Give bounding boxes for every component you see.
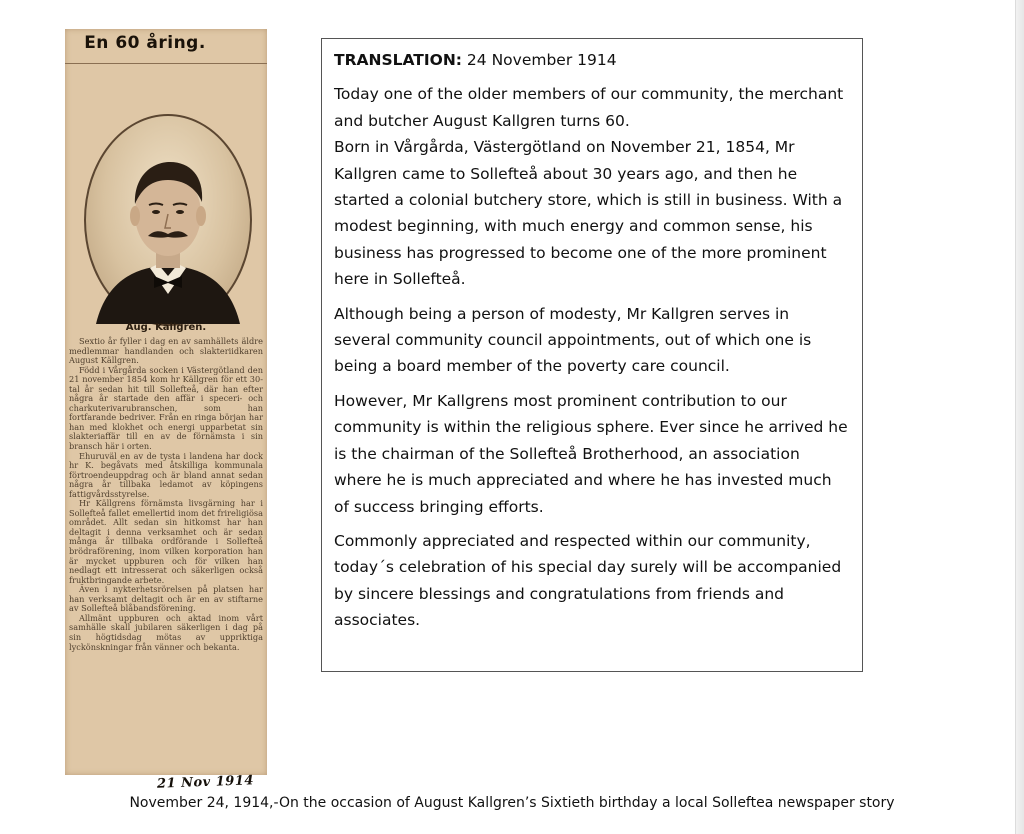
clipping-paragraph: Allmänt uppburen och aktad inom vårt samhälle skall jubilaren säkerligen i dag på sin högtidsdag mötas av uppriktiga lyckönskningar från vänner och bekanta. xyxy=(69,612,263,652)
clipping-divider xyxy=(65,63,267,64)
newspaper-clipping xyxy=(65,29,267,792)
footer-caption: November 24, 1914,-On the occasion of August Kallgren’s Sixtieth birthday a local Solleftea newspaper story xyxy=(129,795,895,811)
page-edge xyxy=(1015,0,1024,834)
portrait-photo xyxy=(84,114,252,326)
translation-label: TRANSLATION: xyxy=(334,51,462,69)
handwritten-date: 21 Nov 1914 xyxy=(156,773,255,792)
translation-paragraph: Today one of the older members of our community, the merchant and butcher August Kallgren turns 60. xyxy=(334,85,844,130)
clipping-paragraph: Ehuruväl en av de tysta i landena har dock hr K. begåvats med åtskilliga kommunala förtroendeuppdrag och är bland annat sedan några år tillbaka ledamot av köpingens fattigvårdsstyrelse. xyxy=(69,450,263,499)
clipping-paragraph: Född i Vårgårda socken i Västergötland den 21 november 1854 kom hr Källgren för ett 30-tal år sedan hit till Sollefteå, där han efter några år startade den affär i speceri- och charkuterivarubranschen, som han fortfarande bedriver. Från en ringa början har han med klokhet och energi upparbetat sin slakteriaffär till en av de förnämsta i sin bransch här i orten. xyxy=(69,364,263,452)
clipping-paragraph: Sextio år fyller i dag en av samhällets äldre medlemmar handlanden och slakteriidkaren August Källgren. xyxy=(69,336,263,366)
translation-paragraph: Commonly appreciated and respected within our community, today´s celebration of his special day surely will be accompanied by sincere blessings and congratulations from friends and associates. xyxy=(334,531,842,630)
translation-header xyxy=(334,47,850,73)
translation-box xyxy=(321,38,863,672)
portrait-caption: Aug. Källgren. xyxy=(125,322,207,333)
portrait-figure xyxy=(86,116,250,324)
clipping-article-text xyxy=(69,337,263,652)
translation-paragraph: However, Mr Kallgrens most prominent contribution to our community is within the religious sphere. Ever since he arrived he is the chairman of the Sollefteå Brotherhood, an association where he is much appreciated and where he has invested much of success bringing efforts. xyxy=(334,391,848,516)
clipping-paragraph: Hr Källgrens förnämsta livsgärning har i Sollefteå fallet emellertid inom det frireligiösa området. Allt sedan sin hitkomst har han deltagit i denna verksamhet och är sedan många år tillbaka ordförande i Sollefteå brödraförening, inom vilken korporation han är mycket uppburen och för vilken han nedlagt ett intresserat och säkerligen också fruktbringande arbete. xyxy=(69,498,263,585)
translation-paragraph: Although being a person of modesty, Mr Kallgren serves in several community council appointments, out of which one is being a board member of the poverty care council. xyxy=(334,304,812,376)
clipping-paragraph: Även i nykterhetsrörelsen på platsen har han verksamt deltagit och är en av stiftarne av Sollefteå blåbandsförening. xyxy=(69,584,263,614)
translation-paragraph: Born in Vårgårda, Västergötland on November 21, 1854, Mr Kallgren came to Sollefteå about 30 years ago, and then he started a colonial butchery store, which is still in business. With a modest beginning, with much energy and common sense, his business has progressed to become one of the more prominent here in Sollefteå. xyxy=(334,138,843,289)
clipping-headline: En 60 åring. xyxy=(84,33,206,53)
translation-date: 24 November 1914 xyxy=(462,51,617,69)
